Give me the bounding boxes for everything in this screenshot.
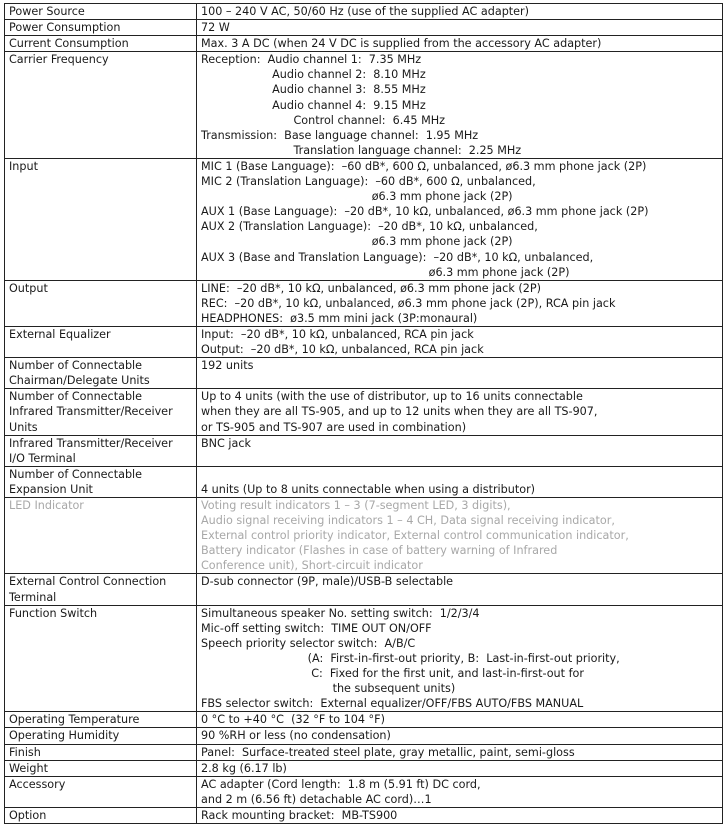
spec-value-line: AUX 3 (Base and Translation Language): –20 dB*, 10 kΩ, unbalanced, (201, 250, 594, 264)
spec-value-line: ø6.3 mm phone jack (2P) (201, 235, 513, 249)
spec-label-cell (5, 466, 197, 497)
spec-value-line: Speech priority selector switch: A/B/C (201, 636, 416, 650)
spec-row (5, 574, 723, 605)
spec-label-line: Accessory (9, 777, 66, 791)
spec-value-line: Reception: Audio channel 1: 7.35 MHz (201, 53, 422, 67)
spec-row (5, 776, 723, 807)
spec-value-line: External control priority indicator, External control communication indicator, (201, 529, 629, 543)
spec-label-cell (5, 36, 197, 52)
spec-label-cell (5, 358, 197, 389)
spec-value-line: Up to 4 units (with the use of distributor, up to 16 units connectable (201, 390, 583, 404)
spec-value-line: 2.8 kg (6.17 lb) (201, 761, 287, 775)
spec-row (5, 498, 723, 574)
spec-value-line: ø6.3 mm phone jack (2P) (201, 190, 513, 204)
spec-label-line: Number of Connectable (9, 359, 143, 373)
spec-value-line: Audio channel 2: 8.10 MHz (201, 68, 426, 82)
spec-value-cell (197, 728, 723, 744)
spec-value-cell (197, 605, 723, 712)
spec-label-line: Function Switch (9, 606, 98, 620)
spec-label-line: Current Consumption (9, 37, 129, 51)
spec-value-line: Simultaneous speaker No. setting switch: 1/2/3/4 (201, 606, 480, 620)
spec-label-cell (5, 326, 197, 357)
spec-row (5, 466, 723, 497)
spec-value-line: MIC 2 (Translation Language): –60 dB*, 600 Ω, unbalanced, (201, 175, 536, 189)
spec-row (5, 760, 723, 776)
spec-row (5, 158, 723, 280)
spec-value-line: 4 units (Up to 8 units connectable when using a distributor) (201, 482, 536, 496)
spec-label-line: LED Indicator (9, 499, 84, 512)
spec-value-line: Audio channel 3: 8.55 MHz (201, 83, 426, 97)
spec-value-line: Audio channel 4: 9.15 MHz (201, 98, 426, 112)
spec-value-cell (197, 4, 723, 20)
spec-label-cell (5, 52, 197, 159)
spec-value-line: FBS selector switch: External equalizer/OFF/FBS AUTO/FBS MANUAL (201, 697, 584, 711)
spec-value-line: MIC 1 (Base Language): –60 dB*, 600 Ω, unbalanced, ø6.3 mm phone jack (2P) (201, 159, 647, 173)
spec-label-line: Input (9, 159, 38, 173)
spec-label-line: Chairman/Delegate Units (9, 374, 150, 388)
spec-label-line: External Control Connection (9, 575, 167, 589)
spec-label-line: Power Consumption (9, 21, 121, 35)
spec-value-line: Voting result indicators 1 – 3 (7-segment LED, 3 digits), (201, 499, 511, 512)
spec-value-line: Conference unit), Short-circuit indicator (201, 559, 423, 573)
spec-value-cell (197, 435, 723, 466)
spec-label-cell (5, 280, 197, 326)
spec-value-line: Input: –20 dB*, 10 kΩ, unbalanced, RCA pin jack (201, 327, 474, 341)
spec-value-line: (A: First-in-first-out priority, B: Last-in-first-out priority, (201, 651, 620, 665)
spec-label-cell (5, 728, 197, 744)
spec-label-line: External Equalizer (9, 327, 111, 341)
spec-value-cell (197, 466, 723, 497)
spec-label-cell (5, 744, 197, 760)
spec-value-line: Translation language channel: 2.25 MHz (201, 143, 522, 157)
spec-label-cell (5, 776, 197, 807)
spec-value-line: 90 %RH or less (no condensation) (201, 729, 391, 743)
spec-value-cell (197, 712, 723, 728)
spec-value-cell (197, 498, 723, 574)
spec-value-line: AUX 2 (Translation Language): –20 dB*, 10 kΩ, unbalanced, (201, 220, 538, 234)
spec-value-cell (197, 760, 723, 776)
spec-row (5, 4, 723, 20)
spec-label-cell (5, 712, 197, 728)
spec-row (5, 36, 723, 52)
spec-label-line: Infrared Transmitter/Receiver (9, 436, 173, 450)
spec-value-line: the subsequent units) (201, 682, 456, 696)
spec-label-line: Operating Humidity (9, 729, 120, 743)
specifications-table-body (5, 4, 723, 824)
spec-value-line: or TS-905 and TS-907 are used in combination) (201, 420, 467, 434)
spec-value-line: when they are all TS-905, and up to 12 units when they are all TS-907, (201, 405, 598, 419)
spec-label-line: Power Source (9, 5, 85, 18)
spec-label-cell (5, 389, 197, 435)
spec-row (5, 807, 723, 823)
spec-label-cell (5, 574, 197, 605)
spec-value-line: ø6.3 mm phone jack (2P) (201, 265, 570, 279)
spec-label-line: Option (9, 808, 47, 822)
spec-value-line: Battery indicator (Flashes in case of battery warning of Infrared (201, 544, 558, 558)
spec-value-line: HEADPHONES: ø3.5 mm mini jack (3P:monaural) (201, 311, 478, 325)
spec-value-cell (197, 776, 723, 807)
spec-row (5, 435, 723, 466)
spec-row (5, 744, 723, 760)
spec-value-line: 72 W (201, 21, 230, 35)
spec-label-line: I/O Terminal (9, 451, 76, 465)
spec-label-line: Weight (9, 761, 48, 775)
specifications-table (4, 3, 723, 824)
spec-value-cell (197, 807, 723, 823)
spec-row (5, 280, 723, 326)
spec-value-cell (197, 158, 723, 280)
spec-value-line: C: Fixed for the first unit, and last-in-first-out for (201, 667, 584, 681)
spec-label-line: Finish (9, 745, 41, 759)
spec-value-cell (197, 326, 723, 357)
spec-label-line: Units (9, 420, 38, 434)
spec-value-line: Transmission: Base language channel: 1.95 MHz (201, 128, 479, 142)
spec-label-line: Expansion Unit (9, 482, 93, 496)
spec-value-cell (197, 574, 723, 605)
spec-value-line: Output: –20 dB*, 10 kΩ, unbalanced, RCA pin jack (201, 343, 484, 357)
spec-label-cell (5, 760, 197, 776)
spec-row (5, 389, 723, 435)
spec-value-line: and 2 m (6.56 ft) detachable AC cord)…1 (201, 792, 432, 806)
spec-value-line: REC: –20 dB*, 10 kΩ, unbalanced, ø6.3 mm phone jack (2P), RCA pin jack (201, 296, 616, 310)
spec-value-line: D-sub connector (9P, male)/USB-B selectable (201, 575, 454, 589)
spec-value-line: Rack mounting bracket: MB-TS900 (201, 808, 398, 822)
spec-value-line: 192 units (201, 359, 254, 373)
spec-label-cell (5, 807, 197, 823)
spec-value-line: 100 – 240 V AC, 50/60 Hz (use of the supplied AC adapter) (201, 5, 530, 18)
spec-label-line: Operating Temperature (9, 713, 140, 727)
spec-value-cell (197, 744, 723, 760)
spec-value-cell (197, 358, 723, 389)
spec-row (5, 605, 723, 712)
spec-value-line: BNC jack (201, 436, 252, 450)
spec-label-line: Infrared Transmitter/Receiver (9, 405, 173, 419)
spec-value-line: AC adapter (Cord length: 1.8 m (5.91 ft) DC cord, (201, 777, 481, 791)
spec-value-line: Audio signal receiving indicators 1 – 4 CH, Data signal receiving indicator, (201, 514, 615, 528)
spec-label-line: Carrier Frequency (9, 53, 109, 67)
spec-value-cell (197, 280, 723, 326)
spec-label-line: Terminal (9, 590, 57, 604)
spec-value-cell (197, 20, 723, 36)
spec-row (5, 20, 723, 36)
spec-label-line: Number of Connectable (9, 467, 143, 481)
spec-row (5, 712, 723, 728)
spec-row (5, 358, 723, 389)
spec-label-line: Number of Connectable (9, 390, 143, 404)
spec-value-line: 0 °C to +40 °C (32 °F to 104 °F) (201, 713, 385, 727)
spec-value-line (201, 467, 718, 482)
spec-value-line: Control channel: 6.45 MHz (201, 113, 446, 127)
spec-row (5, 326, 723, 357)
spec-label-cell (5, 158, 197, 280)
spec-row (5, 52, 723, 159)
spec-value-line: AUX 1 (Base Language): –20 dB*, 10 kΩ, unbalanced, ø6.3 mm phone jack (2P) (201, 205, 649, 219)
spec-value-line: Max. 3 A DC (when 24 V DC is supplied from the accessory AC adapter) (201, 37, 602, 51)
spec-value-line: LINE: –20 dB*, 10 kΩ, unbalanced, ø6.3 mm phone jack (2P) (201, 281, 541, 295)
spec-label-cell (5, 20, 197, 36)
spec-label-cell (5, 4, 197, 20)
spec-label-cell (5, 435, 197, 466)
spec-label-line: Output (9, 281, 48, 295)
spec-label-cell (5, 605, 197, 712)
spec-value-cell (197, 36, 723, 52)
spec-value-cell (197, 52, 723, 159)
spec-value-line: Panel: Surface-treated steel plate, gray metallic, paint, semi-gloss (201, 745, 575, 759)
spec-label-cell (5, 498, 197, 574)
spec-row (5, 728, 723, 744)
spec-value-cell (197, 389, 723, 435)
spec-value-line: Mic-off setting switch: TIME OUT ON/OFF (201, 621, 432, 635)
